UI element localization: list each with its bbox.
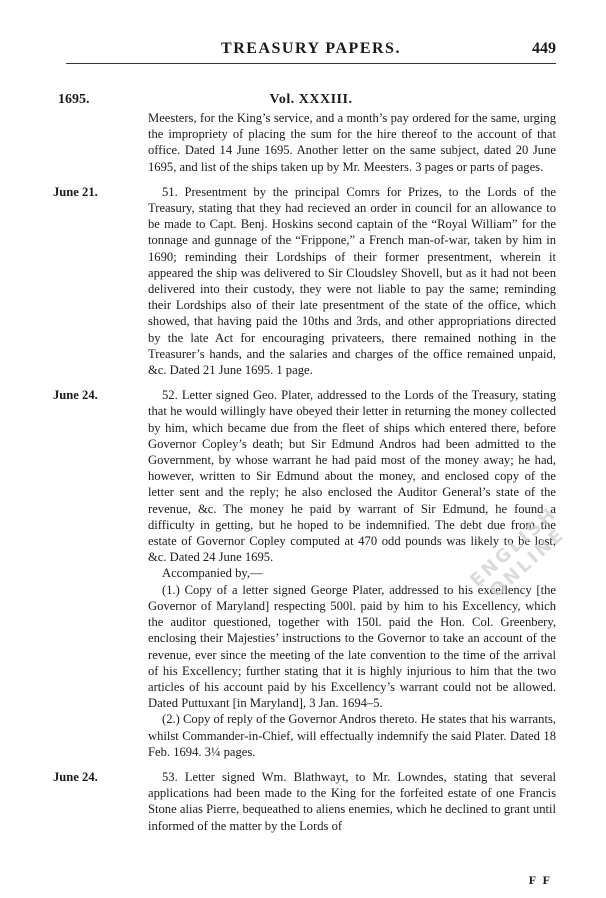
entry-text: 51. Presentment by the principal Comrs for Prizes, to the Lords of the Treasury, stating that they had recieved an order in council for an allowance to be made to Capt. Benj. Hoskins second captain of the “Royal William” for the tonnage and gunnage of the “Frippone,” a French man-of-war, taken by him in 1690; reminding their Lordships of their former presentment, wherein it appeared the ship was delivered to Sir Cloudsley Shovell, but as it had not been delivered into their custody, they were not liable to pay the same; reminding their Lordships also of their late presentment of the state of the office, which showed, that having paid the 10ths and 3rds, and other appropriations directed by the late Act for encouraging privateers, there remained nothing in the Treasurer’s hands, and the salaries and charges of the office remained unpaid, &c. Dated 21 June 1695. 1 page. — [148, 184, 556, 378]
entry-date: June 24. — [53, 769, 98, 784]
enclosure-1: (1.) Copy of a letter signed George Plater, addressed to his excellency [the Governor of Maryland] respecting 500l. paid by him to his Excellency, which the auditor questioned, together with 150l. paid the Hon. Col. Greenbery, enclosing their Majesties’ instructions to the Governor to take an account of the revenue, ever since the meeting of the late convention to the time of the arrival of his Excellency; further stating that it is highly injurious to him that the two articles of his account paid by his Excellency’s warrant could not be allowed. Dated Puttuxant [in Maryland], 3 Jan. 1694–5. — [148, 582, 556, 711]
volume-row — [58, 92, 556, 110]
entry-date: June 21. — [53, 184, 98, 199]
continuation-entry — [148, 110, 556, 175]
margin-year: 1695. — [58, 92, 90, 107]
signature-mark: F F — [528, 873, 552, 887]
enclosure-2: (2.) Copy of reply of the Governor Andros thereto. He states that his warrants, whilst Commander-in-Chief, will effectually indemnify the said Plater. Dated 18 Feb. 1694. 3¼ pages. — [148, 712, 556, 759]
entry-53 — [53, 769, 556, 834]
header-rule — [66, 63, 556, 64]
entry-text: 52. Letter signed Geo. Plater, addressed to the Lords of the Treasury, stating that he would willingly have obeyed their letter in returning the money collected by him, which became due from the fleet of ships which entered there, before Governor Copley’s death; but Sir Edmund Andros had been admitted to the Government, by whose warrant he had paid most of the money away; he had, however, written to Sir Edmund about the money, and enclosed copy of the letter sent and the reply; he also enclosed the Auditor General’s state of the revenue, &c. The money he paid by warrant of Sir Edmund, he found a difficulty in getting, but he hoped to be indemnified. The debt due from the estate of Governor Copley computed at 470 odd pounds was likely to be lost, &c. Dated 24 June 1695. — [148, 388, 556, 565]
running-title: TREASURY PAPERS. — [221, 40, 401, 57]
volume-heading: Vol. XXXIII. — [269, 92, 353, 107]
entry-date: June 24. — [53, 388, 98, 403]
entry-text: 53. Letter signed Wm. Blathwayt, to Mr. Lowndes, stating that several applications had been made to the King for the forfeited estate of one Francis Stone alias Pierre, bequeathed to aliens enemies, which he declined to grant until informed of the matter by the Lords of — [148, 769, 556, 833]
entry-52 — [53, 387, 556, 760]
page-number: 449 — [532, 40, 556, 57]
document-body — [53, 110, 556, 843]
watermark-logo: ENGLISH ONLINE — [466, 502, 570, 602]
continuation-text: Meesters, for the King’s service, and a month’s pay ordered for the same, urging the impropriety of placing the sum for the hire thereof to the account of that office. Dated 14 June 1695. Another letter on the same subject, dated 20 June 1695, and list of the ships taken up by Mr. Meesters. 3 pages or parts of pages. — [148, 111, 556, 174]
accompanied-label: Accompanied by,— — [162, 566, 263, 581]
entry-51 — [53, 184, 556, 378]
